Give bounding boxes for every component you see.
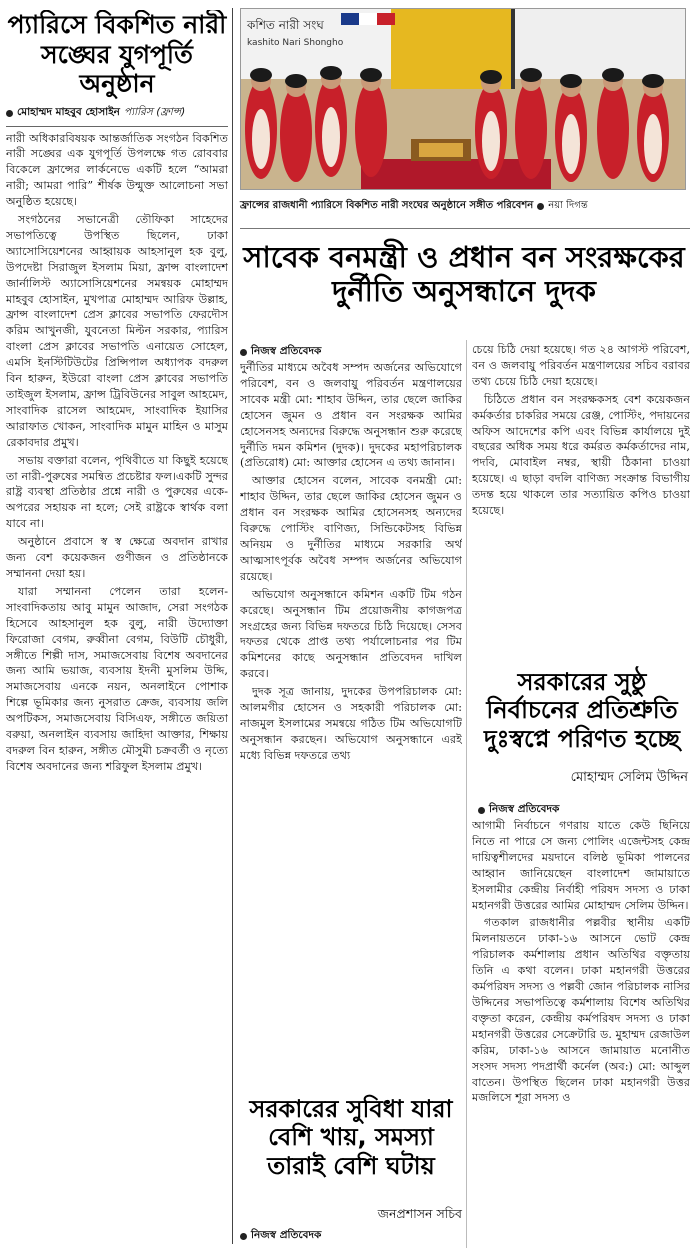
main-article-byline xyxy=(240,344,321,361)
main-paragraph: অভিযোগ অনুসন্ধানে কমিশন একটি টিম গঠন করেছে। অনুসন্ধান টিম প্রয়োজনীয় কাগজপত্র সংগ্রহের জন্য বিভিন্ন দফতরে চিঠি দিয়েছে। সেসব দফতর থেকে প্রাপ্ত তথ্য পর্যালোচনার পর টিম কমিশনের কাছে অনুসন্ধান প্রতিবেদন দাখিল করবে। xyxy=(240,587,462,681)
side-article-byline-text: নিজস্ব প্রতিবেদক xyxy=(489,803,560,815)
bullet-icon xyxy=(478,807,485,814)
left-paragraph: অনুষ্ঠানে প্রবাসে স্ব স্ব ক্ষেত্রে অবদান রাখার জন্য বেশ কয়েকজন গুণীজন ও প্রতিষ্ঠানকে সম্মাননা দেয়া হয়। xyxy=(6,535,228,580)
left-article-byline xyxy=(6,105,228,122)
banner-text: কশিত নারী সংঘ xyxy=(247,18,324,32)
main-article-col2 xyxy=(240,360,462,1066)
left-article-author: মোহাম্মদ মাহবুব হোসাইন xyxy=(17,105,120,118)
side-paragraph: গতকাল রাজধানীর পল্লবীর স্থানীয় একটি মিলনায়তনে ঢাকা-১৬ আসনে ভোট কেন্দ্র পরিচালক কর্মশালায় প্রধান অতিথির বক্তৃতায় তিনি এ কথা বলেন। ঢাকা মহানগরী উত্তরের কর্মপরিষদ সদস্য ও পল্লবী জোন পরিচালক নাসির উদ্দিনের সভাপতিত্বে কর্মশালায় বিশেষ অতিথির বক্তৃতা করেন, কেন্দ্রীয় কর্মপরিষদ সদস্য ও ঢাকা মহানগরী উত্তরের সেক্রেটারি ড. মুহাম্মদ রেজাউল করিম, ঢাকা-১৬ আসনে জামায়াত মনোনীত সংসদ সদস্য পদপ্রার্থী কর্নেল (অব:) মো: আব্দুল বাতেন। উপস্থিত ছিলেন ঢাকা মহানগরী উত্তর মজলিসে শূরা সদস্য ও xyxy=(472,916,690,1105)
photo-caption xyxy=(240,198,686,215)
side-paragraph: আগামী নির্বাচনে গণরায় যাতে কেউ ছিনিয়ে নিতে না পারে সে জন্য পোলিং এজেন্টসহ কেন্দ্র দায়িত্বশীলদের ময়দানে বলিষ্ঠ ভূমিকা পালনের আহ্বান জানিয়েছেন বাংলাদেশ জামায়াতে ইসলামীর কেন্দ্রীয় নির্বাহী পরিষদ সদস্য ও ঢাকা মহানগরী উত্তরের আমির মোহাম্মদ সেলিম উদ্দিন। xyxy=(472,819,690,912)
main-paragraph: দুর্নীতির মাধ্যমে অবৈধ সম্পদ অর্জনের অভিযোগে পরিবেশ, বন ও জলবায়ু পরিবর্তন মন্ত্রণালয়ের সাবেক মন্ত্রী মো: শাহাব উদ্দিন, তার ছেলে জাকির হোসেন জুমন ও প্রধান বন সংরক্ষক আমির হোসেনসহ অন্যদের বিরুদ্ধে অনুসন্ধান শুরু করেছে দুর্নীতি দমন কমিশন (দুদক)। দুদকের মহাপরিচালক (প্রতিরোধ) মো: আক্তার হোসেন এ তথ্য জানান। xyxy=(240,361,462,470)
main-paragraph: চেয়ে চিঠি দেয়া হয়েছে। গত ২৪ আগস্ট পরিবেশ, বন ও জলবায়ু পরিবর্তন মন্ত্রণালয়ের সচিব বরাবর তথ্য চেয়ে চিঠি দেয়া হয়েছে। xyxy=(472,343,690,388)
event-photo xyxy=(240,8,686,190)
left-article xyxy=(6,10,228,1246)
bullet-icon xyxy=(537,203,544,210)
main-paragraph: চিঠিতে প্রধান বন সংরক্ষকসহ বেশ কয়েকজন কর্মকর্তার চাকরির সময়ে রেঞ্জ, পোস্টিং, পদায়নের অফিস আদেশের কপি এবং বিভিন্ন কার্যালয়ে দুই বছরের অধিক সময় ধরে কর্মরত কর্মকর্তাদের নাম, পদবি, মোবাইল নম্বর, স্থায়ী ঠিকানা চাওয়া হয়েছে। এ ছাড়া বদলি বাণিজ্য সংক্রান্ত বিভাগীয় তদন্ত হয়ে থাকলে তার সত্যায়িত কপিও চাওয়া হয়েছে। xyxy=(472,392,690,518)
left-article-headline: প্যারিসে বিকশিত নারী সঙ্ঘের যুগপূর্তি অনুষ্ঠান xyxy=(7,10,227,98)
left-article-place: প্যারিস (ফ্রান্স) xyxy=(123,105,186,118)
event-photo-illustration xyxy=(241,9,686,190)
left-paragraph: সংগঠনের সভানেত্রী তৌফিকা সাহেদের সভাপতিত্বে উপস্থিত ছিলেন, ঢাকা অ্যাসোসিয়েশনের আহ্বায়ক আহসানুল হক বুলু, উপদেষ্টা সিরাজুল ইসলাম মিয়া, ফ্রান্স বাংলাদেশ জার্নালিস্ট অ্যাসোসিয়েশনের সমন্বয়ক মোহাম্মদ মাহবুব হোসাইন, মুখপাত্র মোহাম্মদ আরিফ উল্লাহ, ফ্রান্স বাংলাদেশ প্রেস ক্লাবের সভাপতি ফেরদৌস করিম আখুনজী, যুবনেতা মিল্টন সরকার, প্যারিস বাংলা প্রেস ক্লাবের সভাপতি এনায়েত সোহেল, এমসি ইনস্টিটিউটের প্রিন্সিপাল অধ্যাপক বদরুল বিন হারুন, ইউরো বাংলা প্রেস ক্লাবের সভাপতি তাইজুল ইসলাম, ফ্রান্স ট্রিবিউনের সাবুল আহমেদ, সাংবাদিক রাসেল আহমেদ, সাংবাদিক ইয়াসির আরাফাত খোকন, সাংবাদিক মামুন মাহিন ও মাসুম রেকাবদার প্রমুখ। xyxy=(6,213,228,449)
main-paragraph: দুদক সূত্র জানায়, দুদকের উপপরিচালক মো: আলমগীর হোসেন ও সহকারী পরিচালক মো: নাজমুল ইসলামের সমন্বয়ে গঠিত টিম অভিযোগটি অনুসন্ধান করছেন। অভিযোগ অনুসন্ধানে এরই মধ্যে বিভিন্ন দফতরে তথ্য xyxy=(240,685,462,762)
photo-caption-text: ফ্রান্সের রাজধানী প্যারিসে বিকশিত নারী সংঘের অনুষ্ঠানে সঙ্গীত পরিবেশন xyxy=(240,200,534,211)
bottom-article-byline-text: নিজস্ব প্রতিবেদক xyxy=(251,1229,322,1241)
column-divider xyxy=(232,8,233,1244)
photo-source: নয়া দিগন্ত xyxy=(548,200,588,211)
main-paragraph: আক্তার হোসেন বলেন, সাবেক বনমন্ত্রী মো: শাহাব উদ্দিন, তার ছেলে জাকির হোসেন জুমন ও প্রধান বন সংরক্ষক আমির হোসেনসহ অন্যদের বিরুদ্ধে পোস্টিং বাণিজ্য, সিন্ডিকেটসহ বিভিন্ন অনিয়ম ও দুর্নীতির মাধ্যমে সরকারি অর্থ আত্মসাৎপূর্বক অবৈধ সম্পদ অর্জনের অভিযোগ রয়েছে। xyxy=(240,474,462,583)
side-article-author: মোহাম্মদ সেলিম উদ্দিন xyxy=(570,770,688,785)
main-article-headline: সাবেক বনমন্ত্রী ও প্রধান বন সংরক্ষকের দুর্নীতি অনুসন্ধানে দুদক xyxy=(243,240,685,309)
left-paragraph: সভায় বক্তারা বলেন, পৃথিবীতে যা কিছুই হয়েছে তা নারী-পুরুষের সমন্বিত প্রচেষ্টার ফল।একটি সুন্দর রাষ্ট্র ব্যবস্থা প্রতিষ্ঠার প্রশ্নে নারী ও পুরুষের একে-অপরের সহায়ক না হলে; সেই রাষ্ট্রকে স্বার্থক বলা যাবে না। xyxy=(6,453,228,531)
main-article-byline-text: নিজস্ব প্রতিবেদক xyxy=(251,345,322,357)
divider xyxy=(240,228,690,229)
divider xyxy=(6,126,228,127)
side-article-headline: সরকারের সুষ্ঠু নির্বাচনের প্রতিশ্রুতি দুঃস্বপ্নে পরিণত হচ্ছে xyxy=(483,668,680,753)
left-paragraph: যারা সম্মাননা পেলেন তারা হলেন-সাংবাদিকতায় আবু মামুন আজাদ, সেরা সংগঠক হিসেবে আহসানুল হক বুলু, নারী উদ্যোক্তা ফিরোজা বেগম, রুব্বীনা বেগম, বিউটি চৌধুরী, সঙ্গীতে শিল্পী দাস, সমাজসেবায় বিশেষ অবদানের জন্য আমি ভয়াজ, ব্যবসায় ইদনী মুসলিম উদ্দি, সমাজসেবায় এনকে নয়ন, অনলাইনে পোশাক শিল্পে ভূমিকার জন্য নুসরাত ক্রেজ, ব্যবসায় জলি অপটিকস, সমাজসেবায় বিসিএফ, সঙ্গীতে জয়িতা বরুয়া, অনলাইন ব্যবসায় জাহিদা আক্তার, শিক্ষায় বদরুল বিন হারুন, সঙ্গীত মৌসুমী চক্রবর্তী ও নৃত্যে বিশেষ অবদানের জন্য শরিফুল ইসলাম প্রমুখ। xyxy=(6,584,228,773)
bottom-article-headline: সরকারের সুবিধা যারা বেশি খায়, সমস্যা তারাই বেশি ঘটায় xyxy=(249,1095,453,1180)
bottom-article-author: জনপ্রশাসন সচিব xyxy=(377,1206,462,1221)
main-article-col3 xyxy=(472,342,690,658)
bullet-icon xyxy=(6,110,13,117)
banner-subtext: kashito Nari Shongho xyxy=(247,38,344,48)
left-paragraph: নারী অধিকারবিষয়ক আন্তর্জাতিক সংগঠন বিকশিত নারী সঙ্ঘের এক যুগপূর্তি উপলক্ষে গত রোববার বিকেলে ফ্রান্সের লার্কনেভে একটি হলে “আমরা নারী; আমরা পারি” শীর্ষক উন্মুক্ত আলোচনা সভা অনুষ্ঠিত হয়েছে। xyxy=(6,131,228,209)
bullet-icon xyxy=(240,1233,247,1240)
bottom-article-byline xyxy=(240,1228,462,1245)
bullet-icon xyxy=(240,349,247,356)
side-article-byline xyxy=(478,802,559,819)
side-article-body xyxy=(472,818,690,1246)
column-divider xyxy=(466,340,467,1248)
